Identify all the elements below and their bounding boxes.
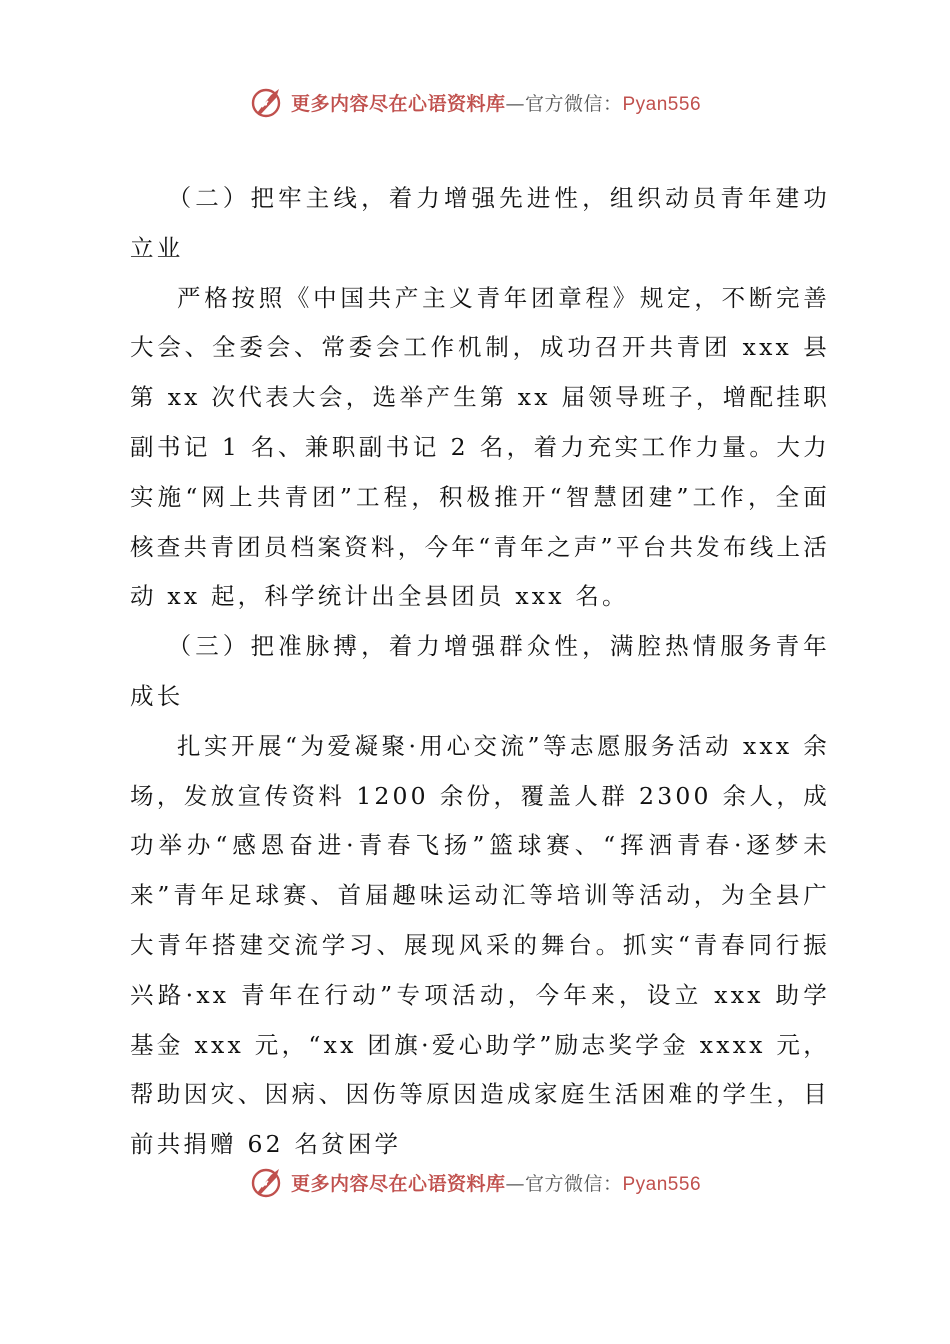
watermark-contact-id: Pyan556 [622, 93, 702, 115]
body-paragraph: 扎实开展“为爱凝聚·用心交流”等志愿服务活动 xxx 余场，发放宣传资料 1200 余份，覆盖人群 2300 余人，成功举办“感恩奋进·青春飞扬”篮球赛、“挥洒青春·逐梦未来”青年足球赛、首届趣味运动汇等培训等活动，为全县广大青年搭建交流学习、展现风采的舞台。抓实“青春同行振兴路·xx 青年在行动”专项活动，今年来，设立 xxx 助学基金 xxx 元，“xx 团旗·爱心助学”励志奖学金 xxxx 元，帮助因灾、因病、因伤等原因造成家庭生活困难的学生，目前共捐赠 62 名贫困学 [130, 731, 830, 1159]
pen-nib-logo-icon [249, 83, 287, 121]
watermark-text [291, 1169, 701, 1196]
watermark-separator: — [505, 92, 525, 115]
watermark-contact-id: Pyan556 [622, 1173, 702, 1195]
pen-nib-logo-icon [249, 1163, 287, 1201]
watermark-contact-label: 官方微信： [524, 1172, 623, 1195]
body-paragraph: 严格按照《中国共产主义青年团章程》规定，不断完善大会、全委会、常委会工作机制，成功召开共青团 xxx 县第 xx 次代表大会，选举产生第 xx 届领导班子，增配挂职副书记 1 名、兼职副书记 2 名，着力充实工作力量。大力实施“网上共青团”工程，积极推开“智慧团建”工作，全面核查共青团员档案资料，今年“青年之声”平台共发布线上活动 xx 起，科学统计出全县团员 xxx 名。 [130, 283, 830, 611]
watermark-banner-top [0, 80, 950, 124]
watermark-site-text: 更多内容尽在心语资料库 [290, 1172, 506, 1195]
document-body [130, 174, 830, 1170]
watermark-site-text: 更多内容尽在心语资料库 [290, 92, 506, 115]
watermark-banner-bottom [0, 1160, 950, 1204]
watermark-contact-label: 官方微信： [524, 92, 623, 115]
watermark-text [291, 89, 701, 116]
watermark-separator: — [505, 1172, 525, 1195]
section-heading-3: （三）把准脉搏，着力增强群众性，满腔热情服务青年成长 [130, 632, 830, 710]
section-heading-2: （二）把牢主线，着力增强先进性，组织动员青年建功立业 [130, 184, 830, 262]
